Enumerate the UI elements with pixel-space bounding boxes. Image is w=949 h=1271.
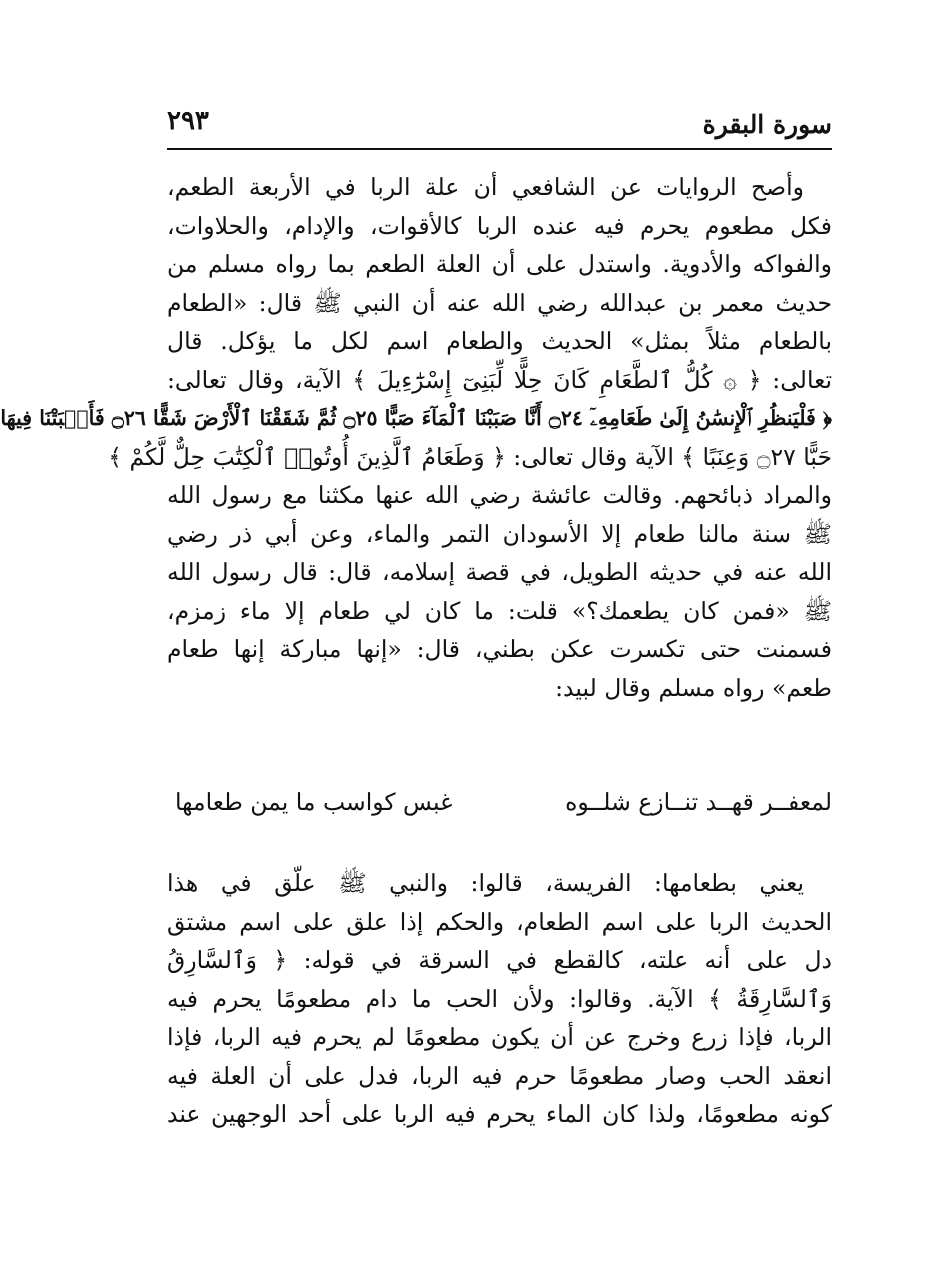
page-header <box>167 100 832 150</box>
text-line: ﷺ سنة مالنا طعام إلا الأسودان التمر والماء، وعن أبي ذر رضي <box>167 519 832 548</box>
quran-verse-line: ﴿ فَلْيَنظُرِ ٱلْإِنسَٰنُ إِلَىٰ طَعَامِهِۦٓ ۝٢٤ أَنَّا صَبَبْنَا ٱلْمَآءَ صَبًّا ۝٢٥ ثُمَّ شَقَقْنَا ٱلْأَرْضَ شَقًّا ۝٢٦ فَأَنۢبَتْنَا فِيهَا <box>0 406 832 430</box>
text-line: طعم» رواه مسلم وقال لبيد: <box>555 673 832 702</box>
text-line: الله عنه في حديثه الطويل، في قصة إسلامه، قال: قال رسول الله <box>167 558 832 586</box>
paragraph-2 <box>167 864 832 1134</box>
text-line: ﷺ «فمن كان يطعمك؟» قلت: ما كان لي طعام إلا ماء زمزم، <box>167 596 832 625</box>
text-line: حديث معمر بن عبدالله رضي الله عنه أن النبي ﷺ قال: «الطعام <box>167 288 832 317</box>
paragraph-1 <box>0 168 832 707</box>
text-line: دل على أنه علته، كالقطع في السرقة في قوله: ﴿ وَٱلسَّارِقُ <box>167 946 832 974</box>
text-line: الحديث الربا على اسم الطعام، والحكم إذا علق على اسم مشتق <box>167 907 832 936</box>
text-line: بالطعام مثلاً بمثل» الحديث والطعام اسم لكل ما يؤكل. قال <box>167 327 832 355</box>
text-line: الربا، فإذا زرع وخرج عن أن يكون مطعومًا لم يحرم فيه الربا، فإذا <box>167 1023 832 1051</box>
text-line: والفواكه والأدوية. واستدل على أن العلة الطعم بما رواه مسلم من <box>167 250 832 278</box>
text-line: حَبًّا ۝٢٧ وَعِنَبًا ﴾ الآية وقال تعالى: ﴿ وَطَعَامُ ٱلَّذِينَ أُوتُوا۟ ٱلْكِتَٰبَ حِلٌّ لَّكُمْ ﴾ <box>108 442 832 471</box>
text-line: فكل مطعوم يحرم فيه عنده الربا كالأقوات، والإدام، والحلاوات، <box>167 211 832 240</box>
text-line: كونه مطعومًا، ولذا كان الماء يحرم فيه الربا على أحد الوجهين عند <box>167 1100 832 1128</box>
poem-first-hemistich: لمعفــر قهــد تنــازع شلــوه <box>565 788 832 816</box>
running-title: سورة البقرة <box>702 110 832 139</box>
text-line: انعقد الحب وصار مطعومًا حرم فيه الربا، فدل على أن العلة فيه <box>167 1061 832 1090</box>
poem-second-hemistich: غبس كواسب ما يمن طعامها <box>175 788 453 816</box>
text-line: يعني بطعامها: الفريسة، قالوا: والنبي ﷺ علّق في هذا <box>167 869 804 897</box>
text-line: فسمنت حتى تكسرت عكن بطني، قال: «إنها مباركة إنها طعام <box>167 635 832 663</box>
page-number: ٢٩٣ <box>167 106 209 136</box>
text-line: والمراد ذبائحهم. وقالت عائشة رضي الله عنها مكثنا مع رسول الله <box>167 481 832 509</box>
text-line: وأصح الروايات عن الشافعي أن علة الربا في الأربعة الطعم، <box>167 173 804 201</box>
text-line: وَٱلسَّارِقَةُ ﴾ الآية. وقالوا: ولأن الحب ما دام مطعومًا يحرم فيه <box>167 984 832 1013</box>
poem-verse <box>167 788 832 828</box>
text-line: تعالى: ﴿ ۞ كُلُّ ٱلطَّعَامِ كَانَ حِلًّا لِّبَنِىٓ إِسْرَٰٓءِيلَ ﴾ الآية، وقال تعالى: <box>167 365 832 394</box>
